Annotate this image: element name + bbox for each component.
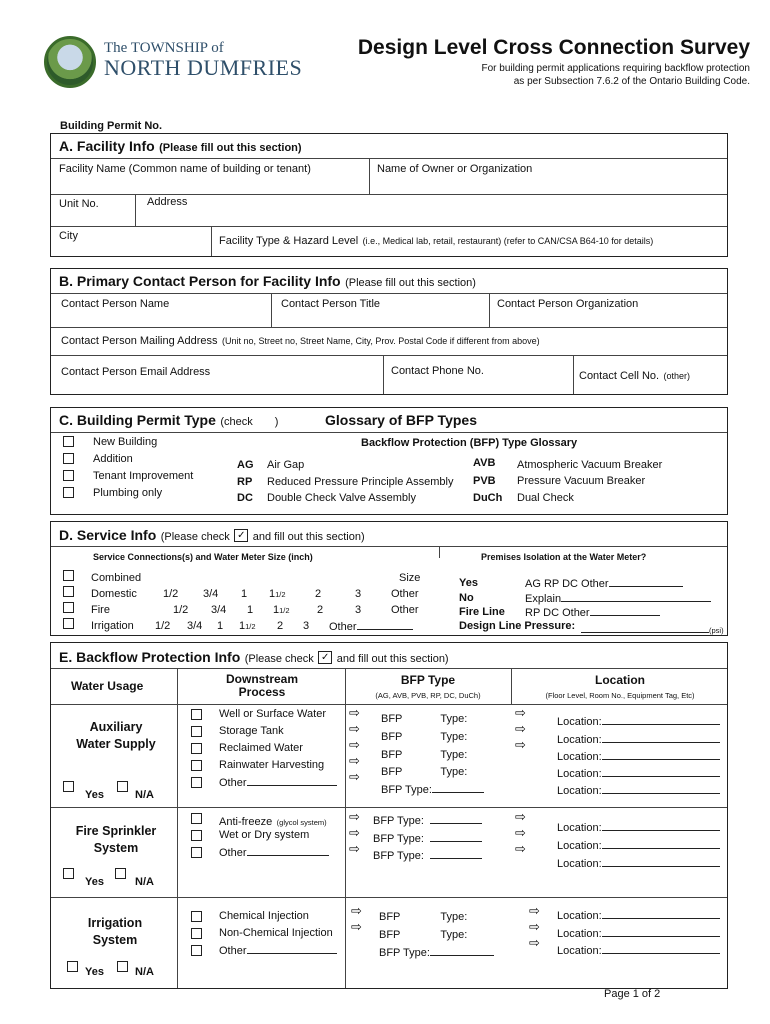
- domestic-size-3[interactable]: 3: [355, 588, 362, 600]
- domestic-size-fraction: 1/2: [275, 590, 286, 599]
- wet-dry-checkbox[interactable]: [191, 830, 202, 841]
- reclaimed-water-checkbox[interactable]: [191, 743, 202, 754]
- non-chemical-injection-checkbox[interactable]: [191, 928, 202, 939]
- irrigation-checkbox[interactable]: [63, 618, 74, 629]
- aux-location-4[interactable]: [557, 767, 720, 780]
- bfp-label: BFP: [379, 911, 401, 923]
- location-header: Location: [595, 673, 645, 687]
- aux-location-3[interactable]: [557, 750, 720, 763]
- addition-checkbox[interactable]: [63, 453, 74, 464]
- irr-location-3[interactable]: [557, 944, 720, 957]
- aux-bfp-1[interactable]: [381, 713, 467, 725]
- isolation-yes-values: AG RP DC Other: [525, 578, 609, 590]
- org-line1: The TOWNSHIP of: [104, 40, 224, 56]
- aux-other-label: Other: [219, 777, 247, 789]
- section-e-title: E. Backflow Protection Info: [59, 649, 241, 665]
- section-a: [50, 133, 728, 257]
- section-e-note-b: and fill out this section): [336, 653, 449, 665]
- bfp-label: BFP: [379, 929, 401, 941]
- tenant-improvement-label: Tenant Improvement: [93, 470, 194, 482]
- fire-other-checkbox[interactable]: [191, 847, 202, 858]
- isolation-yes-options[interactable]: [525, 577, 683, 590]
- mailing-address-field[interactable]: [61, 331, 540, 349]
- fire-size-1-1-2[interactable]: [273, 604, 290, 616]
- fire-na-checkbox[interactable]: [115, 868, 126, 879]
- glossary-desc-pvb: Pressure Vacuum Breaker: [517, 475, 646, 487]
- fire-bfp-type-2[interactable]: [373, 832, 482, 845]
- aux-na-checkbox[interactable]: [117, 781, 128, 792]
- contact-org-field[interactable]: Contact Person Organization: [497, 298, 639, 310]
- domestic-size-1[interactable]: 1: [241, 588, 248, 600]
- aux-bfp-3[interactable]: [381, 749, 467, 761]
- arrow-icon: ⇨ ⇨ ⇨: [515, 706, 526, 753]
- irr-na-checkbox[interactable]: [117, 961, 128, 972]
- email-field[interactable]: Contact Person Email Address: [61, 366, 211, 378]
- plumbing-only-checkbox[interactable]: [63, 487, 74, 498]
- fire-bfp-type-1[interactable]: [373, 814, 482, 827]
- fire-size-other[interactable]: Other: [391, 604, 419, 616]
- fire-bfp-type-3[interactable]: [373, 849, 482, 862]
- bfp-label: BFP: [381, 713, 403, 725]
- aux-bfp-type-field[interactable]: [381, 783, 484, 796]
- storage-tank-label: Storage Tank: [219, 725, 284, 737]
- domestic-checkbox[interactable]: [63, 586, 74, 597]
- check-mark-icon: ✓: [318, 651, 332, 664]
- contact-title-field[interactable]: Contact Person Title: [281, 298, 381, 310]
- irr-bfp-1[interactable]: [379, 911, 467, 923]
- bfp-type-label: BFP Type:: [373, 815, 424, 827]
- section-c: [50, 407, 728, 515]
- irrigation-size-whole: 1: [239, 620, 246, 632]
- glossary-subtitle: Backflow Protection (BFP) Type Glossary: [361, 437, 578, 449]
- glossary-code-pvb: PVB: [473, 475, 496, 487]
- section-d-note-a: (Please check: [160, 531, 230, 543]
- irrigation-size-half[interactable]: 1/2: [155, 620, 171, 632]
- fire-location-3[interactable]: [557, 857, 720, 870]
- glossary-desc-ag: Air Gap: [267, 459, 305, 471]
- location-label: Location:: [557, 840, 602, 852]
- irr-other-field[interactable]: [219, 944, 337, 957]
- facility-type-field[interactable]: [219, 231, 653, 249]
- fire-location-2[interactable]: [557, 839, 720, 852]
- section-a-note: (Please fill out this section): [159, 142, 302, 154]
- aux-bfp-2[interactable]: [381, 731, 467, 743]
- mailing-note: (Unit no, Street no, Street Name, City, Prov. Postal Code if different from above): [221, 336, 540, 346]
- glossary-desc-duch: Dual Check: [517, 492, 574, 504]
- glossary-code-duch: DuCh: [473, 492, 503, 504]
- fire-other-label: Other: [219, 847, 247, 859]
- fire-size-1[interactable]: 1: [247, 604, 254, 616]
- isolation-explain-field[interactable]: [525, 592, 711, 605]
- aux-location-2[interactable]: [557, 733, 720, 746]
- domestic-size-whole: 1: [269, 588, 276, 600]
- aux-yes-label: Yes: [85, 789, 104, 801]
- anti-freeze-label: Anti-freeze: [219, 816, 273, 828]
- fire-line-values: RP DC Other: [525, 607, 590, 619]
- aux-location-1[interactable]: [557, 715, 720, 728]
- type-label: Type:: [440, 749, 468, 761]
- irrigation-size-fraction: 1/2: [245, 622, 256, 631]
- aux-yes-checkbox[interactable]: [63, 781, 74, 792]
- bfp-label: BFP: [381, 731, 403, 743]
- cell-field[interactable]: [579, 366, 690, 384]
- isolation-yes-label: Yes: [459, 577, 478, 589]
- bfp-type-label: BFP Type:: [379, 947, 430, 959]
- domestic-label: Domestic: [91, 588, 137, 600]
- fire-checkbox[interactable]: [63, 602, 74, 613]
- phone-field[interactable]: Contact Phone No.: [391, 365, 484, 377]
- domestic-size-other[interactable]: Other: [391, 588, 419, 600]
- irr-location-1[interactable]: [557, 909, 720, 922]
- location-label: Location:: [557, 734, 602, 746]
- irr-na-label: N/A: [135, 966, 154, 978]
- type-label: Type:: [440, 911, 468, 923]
- section-b-title: B. Primary Contact Person for Facility Info: [59, 273, 341, 289]
- cell-label: Contact Cell No.: [579, 370, 660, 382]
- building-permit-label: Building Permit No.: [60, 120, 163, 132]
- unit-no-field[interactable]: Unit No.: [59, 198, 99, 210]
- arrow-icon: ⇨ ⇨ ⇨: [349, 810, 360, 857]
- bfp-label: BFP: [381, 766, 403, 778]
- well-surface-water-label: Well or Surface Water: [219, 708, 326, 720]
- type-label: Type:: [440, 766, 468, 778]
- location-label: Location:: [557, 928, 602, 940]
- premises-isolation-header: Premises Isolation at the Water Meter?: [481, 552, 647, 562]
- location-label: Location:: [557, 785, 602, 797]
- location-label: Location:: [557, 945, 602, 957]
- page-number: Page 1 of 2: [604, 988, 661, 1000]
- size-label: Size: [399, 572, 421, 584]
- section-a-title: A. Facility Info: [59, 138, 155, 154]
- fire-size-half[interactable]: 1/2: [173, 604, 189, 616]
- domestic-size-2[interactable]: 2: [315, 588, 322, 600]
- rainwater-harvesting-label: Rainwater Harvesting: [219, 759, 325, 771]
- aux-na-label: N/A: [135, 789, 154, 801]
- aux-bfp-4[interactable]: [381, 766, 467, 778]
- irr-bfp-2[interactable]: [379, 929, 467, 941]
- subtitle-2: as per Subsection 7.6.2 of the Ontario Building Code.: [513, 76, 750, 87]
- glossary-code-ag: AG: [237, 459, 254, 471]
- rainwater-checkbox[interactable]: [191, 760, 202, 771]
- address-field[interactable]: Address: [147, 196, 188, 208]
- new-building-label: New Building: [93, 436, 158, 448]
- bfp-type-note: (AG, AVB, PVB, RP, DC, DuCh): [375, 691, 481, 700]
- glossary-code-avb: AVB: [473, 457, 496, 469]
- type-label: Type:: [440, 929, 468, 941]
- bfp-label: BFP: [381, 749, 403, 761]
- chemical-injection-checkbox[interactable]: [191, 911, 202, 922]
- downstream-process-header: Downstream Process: [225, 672, 299, 699]
- anti-freeze-option: [219, 812, 327, 830]
- new-building-checkbox[interactable]: [63, 436, 74, 447]
- reclaimed-water-label: Reclaimed Water: [219, 742, 303, 754]
- domestic-size-3-4[interactable]: 3/4: [203, 588, 219, 600]
- irrigation-size-2[interactable]: 2: [277, 620, 284, 632]
- well-checkbox[interactable]: [191, 709, 202, 720]
- irrigation-size-1[interactable]: 1: [217, 620, 224, 632]
- location-note: (Floor Level, Room No., Equipment Tag, Etc): [545, 691, 695, 700]
- section-d-title: D. Service Info: [59, 527, 157, 543]
- fire-other-field[interactable]: [219, 846, 329, 859]
- irrigation-size-other[interactable]: [329, 620, 413, 633]
- chemical-injection-label: Chemical Injection: [219, 910, 309, 922]
- location-label: Location:: [557, 716, 602, 728]
- irrigation-size-3[interactable]: 3: [303, 620, 310, 632]
- page-title: Design Level Cross Connection Survey: [357, 36, 750, 59]
- fire-size-3-4[interactable]: 3/4: [211, 604, 227, 616]
- bfp-type-header: BFP Type: [400, 673, 456, 687]
- irr-yes-checkbox[interactable]: [67, 961, 78, 972]
- glossary-code-dc: DC: [237, 492, 253, 504]
- fire-yes-label: Yes: [85, 876, 104, 888]
- domestic-size-1-1-2[interactable]: [269, 588, 286, 600]
- location-label: Location:: [557, 858, 602, 870]
- irr-location-2[interactable]: [557, 927, 720, 940]
- wet-dry-label: Wet or Dry system: [219, 829, 310, 841]
- location-label: Location:: [557, 822, 602, 834]
- irrigation-other-label: Other: [329, 621, 357, 633]
- fire-size-whole: 1: [273, 604, 280, 616]
- type-label: Type:: [440, 713, 468, 725]
- contact-name-field[interactable]: Contact Person Name: [61, 298, 170, 310]
- tenant-improvement-checkbox[interactable]: [63, 470, 74, 481]
- glycol-note: (glycol system): [276, 818, 327, 827]
- mailing-label: Contact Person Mailing Address: [61, 335, 218, 347]
- fire-na-label: N/A: [135, 876, 154, 888]
- plumbing-only-label: Plumbing only: [93, 487, 163, 499]
- facility-name-field[interactable]: Facility Name (Common name of building or tenant): [59, 163, 311, 175]
- fire-label: Fire: [91, 604, 110, 616]
- check-mark-icon: ✓: [234, 529, 248, 542]
- addition-label: Addition: [93, 453, 133, 465]
- section-c-note-b: ): [274, 416, 279, 428]
- city-field[interactable]: City: [59, 230, 78, 242]
- irr-yes-label: Yes: [85, 966, 104, 978]
- fire-size-fraction: 1/2: [279, 606, 290, 615]
- fire-line-options[interactable]: [525, 606, 660, 619]
- non-chemical-injection-label: Non-Chemical Injection: [219, 927, 333, 939]
- service-connections-header: Service Connections(s) and Water Meter Size (inch): [93, 552, 313, 562]
- arrow-icon: ⇨ ⇨ ⇨: [515, 810, 526, 857]
- bfp-type-label: BFP Type:: [373, 850, 424, 862]
- cell-note: (other): [663, 371, 691, 381]
- location-label: Location:: [557, 751, 602, 763]
- fire-sprinkler-system-label: Fire Sprinkler System: [75, 824, 157, 855]
- domestic-size-half[interactable]: 1/2: [163, 588, 179, 600]
- facility-type-note: (i.e., Medical lab, retail, restaurant) (refer to CAN/CSA B64-10 for details): [362, 236, 654, 246]
- bfp-type-label: BFP Type:: [373, 833, 424, 845]
- aux-other-field[interactable]: [219, 776, 337, 789]
- fire-location-1[interactable]: [557, 821, 720, 834]
- section-b: [50, 268, 728, 395]
- org-line2: NORTH DUMFRIES: [104, 55, 303, 80]
- isolation-no-label: No: [459, 592, 474, 604]
- fire-size-3[interactable]: 3: [355, 604, 362, 616]
- irrigation-size-1-1-2[interactable]: [239, 620, 256, 632]
- combined-label: Combined: [91, 572, 142, 584]
- fire-yes-checkbox[interactable]: [63, 868, 74, 879]
- location-label: Location:: [557, 768, 602, 780]
- irrigation-system-label: Irrigation System: [87, 916, 143, 947]
- aux-location-5[interactable]: [557, 784, 720, 797]
- glossary-desc-rp: Reduced Pressure Principle Assembly: [267, 476, 454, 488]
- isolation-explain-label: Explain: [525, 593, 562, 605]
- type-label: Type:: [440, 731, 468, 743]
- section-d-note-b: and fill out this section): [252, 531, 365, 543]
- irr-other-label: Other: [219, 945, 247, 957]
- township-logo: [44, 36, 96, 88]
- irrigation-size-3-4[interactable]: 3/4: [187, 620, 203, 632]
- location-label: Location:: [557, 910, 602, 922]
- psi-unit: (psi): [709, 626, 724, 635]
- anti-freeze-checkbox[interactable]: [191, 813, 202, 824]
- fire-size-2[interactable]: 2: [317, 604, 324, 616]
- owner-name-field[interactable]: Name of Owner or Organization: [377, 163, 533, 175]
- glossary-code-rp: RP: [237, 476, 253, 488]
- section-c-note-a: (check: [220, 416, 253, 428]
- section-e: [50, 642, 728, 989]
- section-d: [50, 521, 728, 636]
- facility-type-label: Facility Type & Hazard Level: [219, 235, 359, 247]
- section-c-title: C. Building Permit Type: [59, 412, 216, 428]
- bfp-type-label: BFP Type:: [381, 784, 432, 796]
- irr-other-checkbox[interactable]: [191, 945, 202, 956]
- design-line-pressure-label: Design Line Pressure:: [459, 620, 576, 632]
- irrigation-label: Irrigation: [91, 620, 134, 632]
- aux-other-checkbox[interactable]: [191, 777, 202, 788]
- design-line-pressure-field[interactable]: [581, 620, 724, 638]
- glossary-title: Glossary of BFP Types: [325, 412, 477, 428]
- water-usage-header: Water Usage: [71, 679, 144, 693]
- storage-tank-checkbox[interactable]: [191, 726, 202, 737]
- auxiliary-water-supply-label: Auxiliary Water Supply: [76, 720, 156, 751]
- fire-line-label: Fire Line: [459, 606, 505, 618]
- irr-bfp-type-field[interactable]: [379, 946, 494, 959]
- arrow-icon: ⇨ ⇨ ⇨: [529, 904, 540, 951]
- subtitle-1: For building permit applications requiring backflow protection: [481, 63, 750, 74]
- arrow-icon: ⇨ ⇨ ⇨ ⇨ ⇨: [349, 706, 360, 785]
- section-b-note: (Please fill out this section): [345, 277, 476, 289]
- section-e-note-a: (Please check: [244, 653, 314, 665]
- combined-checkbox[interactable]: [63, 570, 74, 581]
- arrow-icon: ⇨ ⇨: [351, 904, 362, 935]
- glossary-desc-avb: Atmospheric Vacuum Breaker: [517, 459, 663, 471]
- glossary-desc-dc: Double Check Valve Assembly: [267, 492, 416, 504]
